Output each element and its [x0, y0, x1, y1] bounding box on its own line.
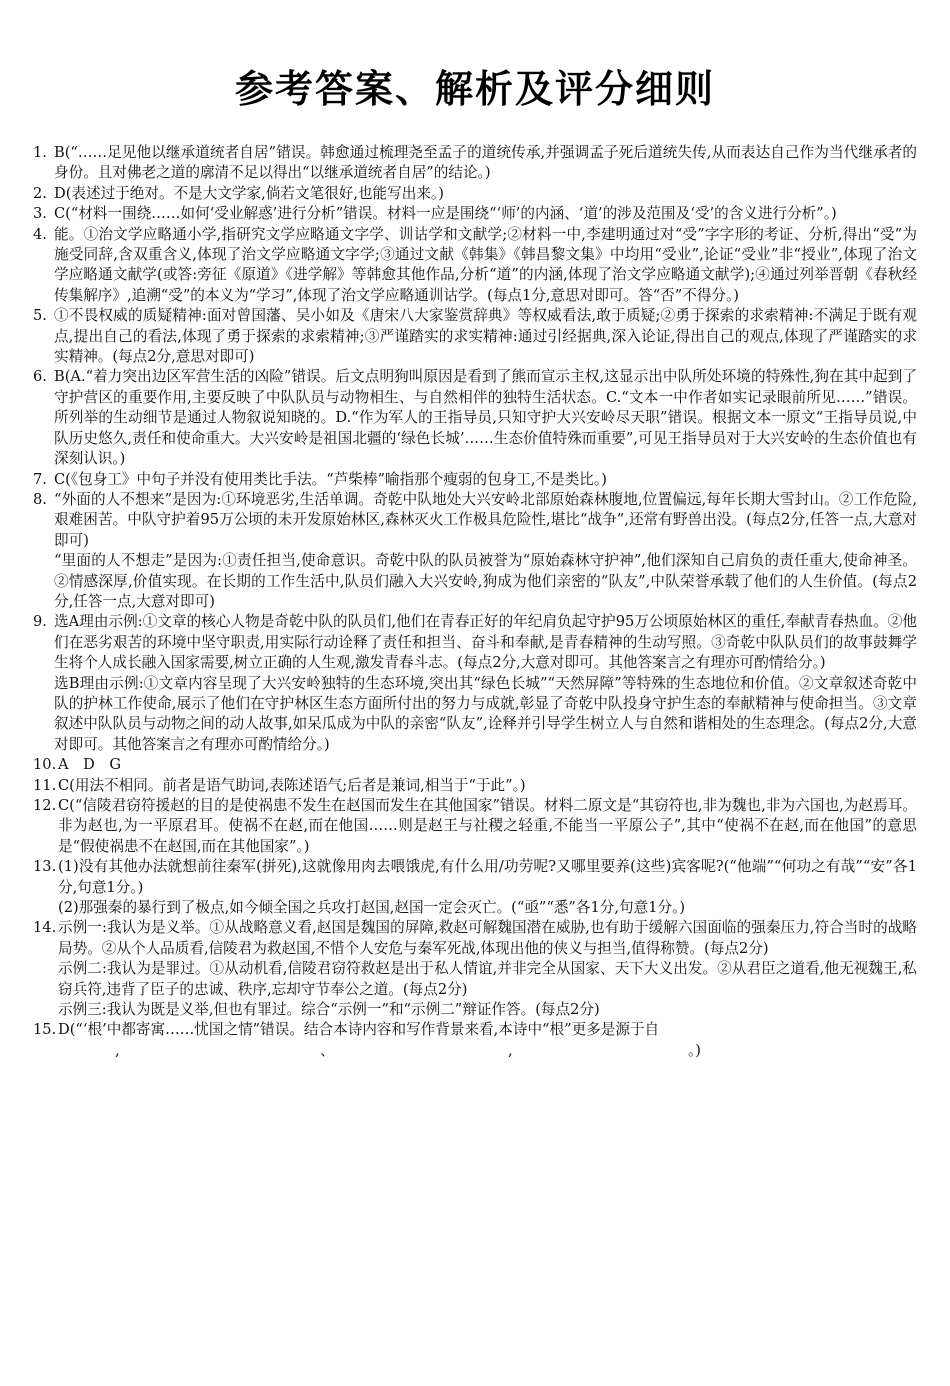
cutoff-fragment: , — [508, 1041, 513, 1059]
item-text: 选A理由示例:①文章的核心人物是奇乾中队的队员们,他们在青春正好的年纪肩负起守护95万公顷原始林区的重任,奉献青春热血。②他们在恶劣艰苦的环境中坚守职责,用实际行动诠释了责任和担当、奋斗和奉献,是青春精神的生动写照。③奇乾中队队员们的故事鼓舞学生将个人成长融入国家需要,树立正确的人生观,激发青春斗志。(每点2分,大意对即可。其他答案言之有理亦可酌情给分。) — [54, 613, 917, 672]
item-text: 示例一:我认为是义举。①从战略意义看,赵国是魏国的屏障,救赵可解魏国潜在威胁,也有助于缓解六国面临的强秦压力,符合当时的战略局势。②从个人品质看,信陵君为救赵国,不惜个人安危与秦军死战,体现出他的侠义与担当,值得称赞。(每点2分) — [58, 919, 917, 957]
answer-item-15 — [33, 1020, 917, 1060]
answer-list — [33, 143, 917, 1061]
answer-item-8 — [33, 490, 917, 612]
item-text: (1)没有其他办法就想前往秦军(拼死),这就像用肉去喂饿虎,有什么用/功劳呢?又哪里要养(这些)宾客呢?(“他端”“何功之有哉”“安”各1分,句意1分。) — [58, 858, 917, 896]
cutoff-line — [58, 1041, 917, 1061]
item-number: 6. — [33, 368, 47, 386]
item-number: 11. — [33, 776, 57, 794]
item-text: ①不畏权威的质疑精神:面对曾国藩、吴小如及《唐宋八大家鉴赏辞典》等权威看法,敢于质疑;②勇于探索的求索精神:不满足于既有观点,提出自己的看法,体现了勇于探索的求索精神;③严谨踏实的求实精神:通过引经据典,深入论证,得出自己的观点,体现了严谨踏实的求实精神。(每点2分,意思对即可) — [54, 307, 917, 366]
item-text-part-2: (2)那强秦的暴行到了极点,如今倾全国之兵攻打赵国,赵国一定会灭亡。(“亟”“悉”各1分,句意1分。) — [58, 899, 686, 917]
item-text: C(用法不相同。前者是语气助词,表陈述语气;后者是兼词,相当于“于此”。) — [58, 776, 526, 794]
answer-item-12 — [33, 796, 917, 857]
item-text: B(A.“着力突出边区军营生活的凶险”错误。后文点明狗叫原因是看到了熊而宣示主权,这显示出中队所处环境的特殊性,狗在其中起到了守护营区的重要作用,主要反映了中队队员与动物相生、与自然相伴的独特生活状态。C.“文本一中作者如实记录眼前所见……”错误。所列举的生动细节是通过人物叙说知晓的。D.“作为军人的王指导员,只知守护大兴安岭尽天职”错误。根据文本一原文“王指导员说,中队历史悠久,责任和使命重大。大兴安岭是祖国北疆的‘绿色长城’……生态价值特殊而重要”,可见王指导员对于大兴安岭的生态价值也有深刻认识。) — [54, 368, 917, 468]
item-number: 14. — [33, 919, 57, 937]
answer-item-6 — [33, 367, 917, 469]
answer-item-13 — [33, 857, 917, 918]
item-number: 4. — [33, 225, 47, 243]
answer-item-7 — [33, 470, 917, 490]
cutoff-fragment: , — [115, 1041, 120, 1059]
page-title: 参考答案、解析及评分细则 — [234, 67, 715, 111]
answer-item-9 — [33, 612, 917, 755]
cutoff-fragment: 。) — [688, 1041, 701, 1059]
item-text-part-3: 示例三:我认为既是义举,但也有罪过。综合“示例一”和“示例二”辩证作答。(每点2分) — [58, 1001, 600, 1019]
answer-item-5 — [33, 306, 917, 367]
item-text-part-2: 示例二:我认为是罪过。①从动机看,信陵君窃符救赵是出于私人情谊,并非完全从国家、天下大义出发。②从君臣之道看,他无视魏王,私窃兵符,违背了臣子的忠诚、秩序,忘却守节奉公之道。(每点2分) — [58, 960, 917, 998]
item-text: C(《包身工》中句子并没有使用类比手法。“芦柴棒”喻指那个瘦弱的包身工,不是类比。) — [54, 470, 607, 488]
item-text: D(“‘根’中都寄寓……忧国之情”错误。结合本诗内容和写作背景来看,本诗中“根”更多是源于自 — [58, 1021, 660, 1039]
item-text-part-2: “里面的人不想走”是因为:①责任担当,使命意识。奇乾中队的队员被誉为“原始森林守护神”,他们深知自己肩负的责任重大,使命神圣。②情感深厚,价值实现。在长期的工作生活中,队员们融入大兴安岭,狗成为他们亲密的“队友”,中队荣誉承载了他们的人生价值。(每点2分,任答一点,大意对即可) — [54, 552, 917, 610]
item-number: 15. — [33, 1021, 57, 1039]
item-text: A D G — [58, 756, 122, 774]
item-number: 3. — [33, 205, 47, 223]
item-text: C(“信陵君窃符援赵的目的是使祸患不发生在赵国而发生在其他国家”错误。材料二原文是“其窃符也,非为魏也,非为六国也,为赵焉耳。非为赵也,为一平原君耳。使祸不在赵,而在他国……则是赵王与社稷之轻重,不能当一平原公子”,其中“使祸不在赵,而在他国”的意思是“假使祸患不在赵国,而在其他国家”。) — [58, 797, 917, 855]
item-number: 13. — [33, 858, 57, 876]
answer-item-4 — [33, 225, 917, 307]
item-text: C(“材料一围绕……如何‘受业解惑’进行分析”错误。材料一应是围绕“‘师’的内涵、‘道’的涉及范围及‘受’的含义进行分析”。) — [54, 205, 837, 223]
item-number: 1. — [33, 144, 47, 161]
answer-item-10 — [33, 755, 917, 775]
item-text: D(表述过于绝对。不是大文学家,倘若文笔很好,也能写出来。) — [54, 184, 444, 202]
answer-item-11 — [33, 776, 917, 796]
item-number: 9. — [33, 613, 47, 631]
answer-item-3 — [33, 204, 917, 224]
item-number: 12. — [33, 797, 57, 814]
answer-item-2 — [33, 184, 917, 204]
item-number: 8. — [33, 490, 47, 508]
item-number: 2. — [33, 184, 47, 202]
cutoff-fragment: 、 — [320, 1041, 335, 1059]
item-text: 能。①治文学应略通小学,指研究文学应略通文字学、训诂学和文献学;②材料一中,李建明通过对“受”字字形的考证、分析,得出“受”为施受同辞,含双重含义,体现了治文学应略通文字学;③通过文献《韩集》《韩昌黎文集》中均用“受业”,论证“受业”非“授业”,体现了治文学应略通文献学(或答:旁征《原道》《进学解》等韩愈其他作品,分析“道”的内涵,体现了治文学应略通文献学);④通过列举晋朝《春秋经传集解序》,追溯“受”的本义为“学习”,体现了治文学应略通训诂学。(每点1分,意思对即可。答“否”不得分。) — [54, 225, 917, 304]
item-number: 10. — [33, 756, 57, 774]
item-text: “外面的人不想来”是因为:①环境恶劣,生活单调。奇乾中队地处大兴安岭北部原始森林腹地,位置偏远,每年长期大雪封山。②工作危险,艰难困苦。中队守护着95万公顷的未开发原始林区,森林灭火工作极具危险性,堪比“战争”,还常有野兽出没。(每点2分,任答一点,大意对即可) — [54, 490, 917, 549]
item-number: 7. — [33, 470, 47, 488]
item-number: 5. — [33, 307, 47, 325]
item-text-part-2: 选B理由示例:①文章内容呈现了大兴安岭独特的生态环境,突出其“绿色长城”“天然屏障”等特殊的生态地位和价值。②文章叙述奇乾中队的护林工作使命,展示了他们在守护林区生态方面所付出的努力与成就,彰显了奇乾中队投身守护生态的奉献精神与使命担当。③文章叙述中队队员与动物之间的动人故事,如呆瓜成为中队的亲密“队友”,诠释并引导学生树立人与自然和谐相处的生态理念。(每点2分,大意对即可。其他答案言之有理亦可酌情给分。) — [54, 674, 917, 753]
item-text: B(“……足见他以继承道统者自居”错误。韩愈通过梳理尧至孟子的道统传承,并强调孟子死后道统失传,从而表达自己作为当代继承者的身份。且对佛老之道的廓清不足以得出“以继承道统者自居”的结论。) — [54, 144, 917, 182]
answer-item-14 — [33, 918, 917, 1020]
answer-item-1 — [33, 143, 917, 184]
